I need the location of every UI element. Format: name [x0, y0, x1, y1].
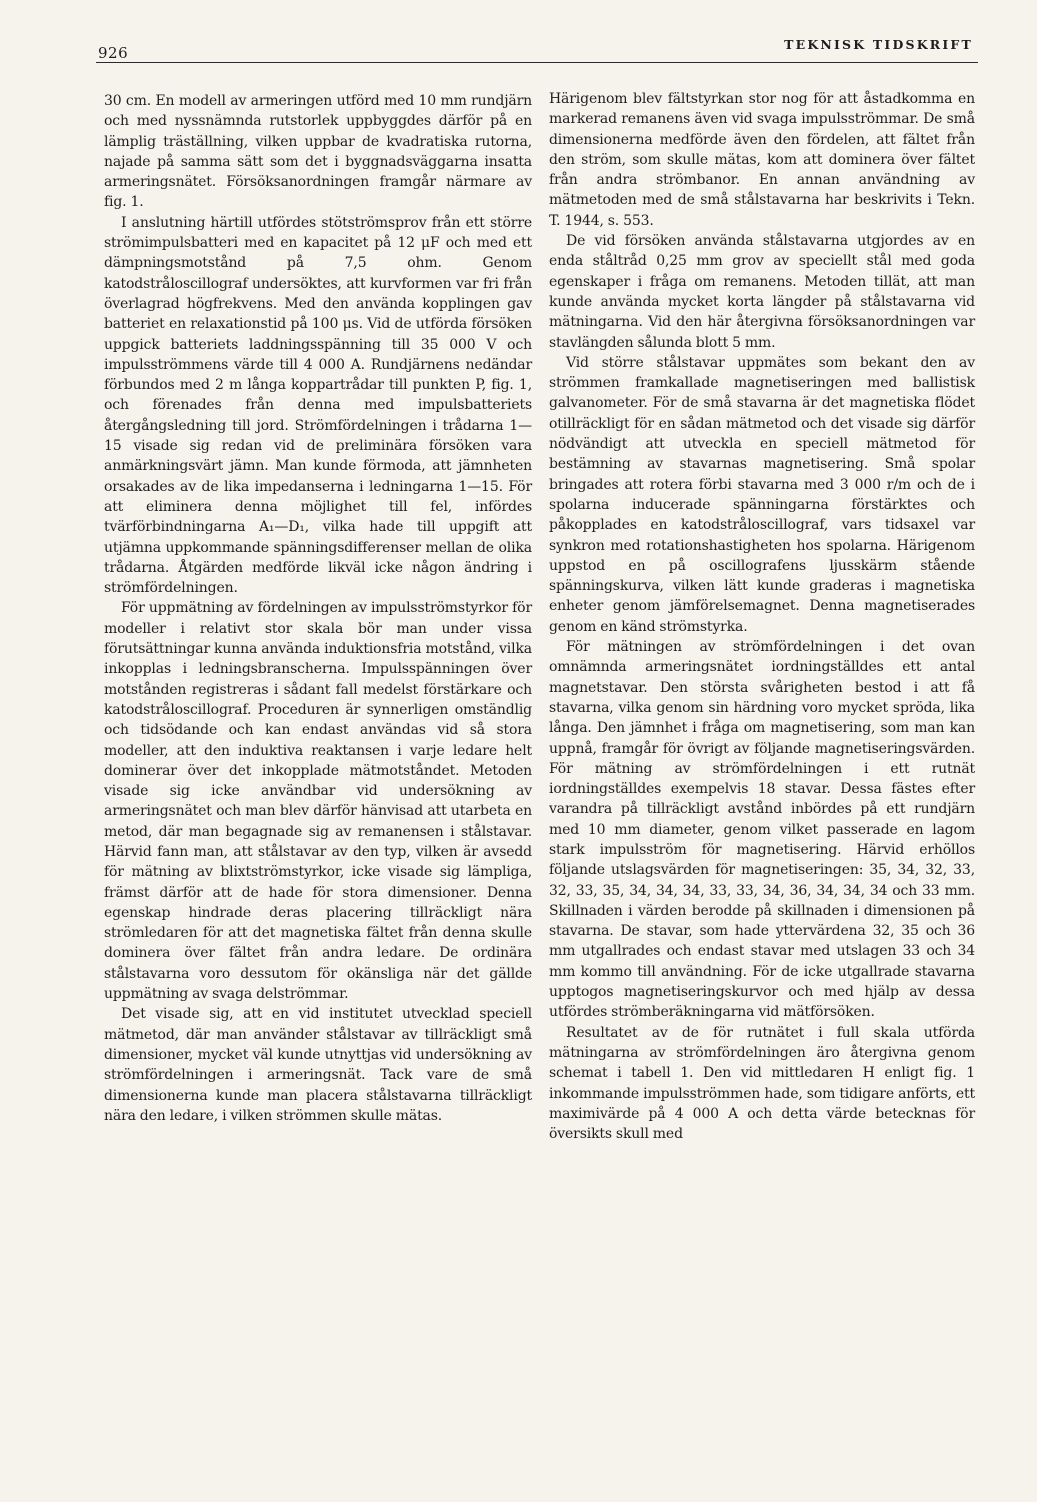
- journal-title: TEKNISK TIDSKRIFT: [784, 37, 973, 52]
- paragraph: 30 cm. En modell av armeringen utförd med 10 mm rundjärn och med nyssnämnda rutstorlek uppbyggdes därför på en lämplig träställning, vilken uppbar de kvadratiska rutorna, najade på samma sätt som det i byggnadsväggarna insatta armeringsnätet. Försöksanordningen framgår närmare av fig. 1.: [104, 93, 532, 211]
- paragraph: Vid större stålstavar uppmätes som bekant den av strömmen framkallade magnetiseringen med ballistisk galvanometer. För de små stavarna är det magnetiska flödet otillräckligt för en sådan mätmetod och det visade sig därför nödvändigt att utveckla en speciell mätmetod för bestämning av stavarnas magnetisering. Små spolar bringades att rotera förbi stavarna med 3 000 r/m och de i spolarna inducerade spänningarna förstärktes och påkopplades en katodstråloscillograf, vars tidsaxel var synkron med rotationshastigheten hos spolarna. Härigenom uppstod en på oscillografens ljusskärm stående spänningskurva, vilken lätt kunde graderas i magnetiska enheter genom jämförelsemagnet. Denna magnetiserades genom en känd strömstyrka.: [549, 354, 975, 635]
- paragraph: Härigenom blev fältstyrkan stor nog för att åstadkomma en markerad remanens även vid svaga impulsströmmar. De små dimensionerna medförde även den fördelen, att fältet från den ström, som skulle mätas, kom att dominera över fältet från andra strömbanor. En annan användning av mätmetoden med de små stålstavarna har beskrivits i Tekn. T. 1944, s. 553.: [549, 91, 975, 229]
- paragraph: Resultatet av de för rutnätet i full skala utförda mätningarna av strömfördelningen äro återgivna genom schemat i tabell 1. Den vid mittledaren H enligt fig. 1 inkommande impulsströmmen hade, som tidigare anförts, ett maximivärde på 4 000 A och detta värde betecknas för översikts skull med: [549, 1024, 975, 1143]
- page-number: 926: [98, 44, 129, 62]
- left-column: [104, 91, 532, 1126]
- header-rule: [96, 62, 978, 63]
- paragraph: För uppmätning av fördelningen av impulsströmstyrkor för modeller i relativt stor skala bör man under vissa förutsättningar kunna använda induktionsfria motstånd, vilka inkopplas i ledningsbranscherna. Impulsspänningen över motstånden registreras i sådant fall medelst förstärkare och katodstråloscillograf. Proceduren är synnerligen omständlig och tidsödande och kan endast användas vid så stora modeller, att den induktiva reaktansen i varje ledare helt dominerar över det inkopplade mätmotståndet. Metoden visade sig icke användbar vid undersökning av armeringsnätet och man blev därför hänvisad att utarbeta en metod, där man begagnade sig av remanensen i stålstavar. Härvid fann man, att stålstavar av den typ, vilken är avsedd för mätning av blixtströmstyrkor, icke visade sig lämpliga, främst därför att de hade för stora dimensioner. Denna egenskap hindrade deras placering tillräckligt nära strömledaren för att det magnetiska fältet från denna skulle dominera över fältet från andra ledare. De ordinära stålstavarna voro dessutom för okänsliga när det gällde uppmätning av svaga delströmmar.: [104, 600, 532, 1003]
- paragraph: Det visade sig, att en vid institutet utvecklad speciell mätmetod, där man använder stålstavar av tillräckligt små dimensioner, mycket väl kunde utnyttjas vid undersökning av strömfördelningen i armeringsnät. Tack vare de små dimensionerna kunde man placera stålstavarna tillräckligt nära den ledare, i vilken strömmen skulle mätas.: [104, 1006, 532, 1124]
- paragraph: För mätningen av strömfördelningen i det ovan omnämnda armeringsnätet iordningställdes ett antal magnetstavar. Den största svårigheten bestod i att få stavarna, vilka genom sin härdning voro mycket spröda, lika långa. Den jämnhet i fråga om magnetisering, som man kan uppnå, framgår för övrigt av följande magnetiseringsvärden. För mätning av strömfördelningen i ett rutnät iordningställdes exempelvis 18 stavar. Dessa fästes efter varandra på tillräckligt avstånd inbördes på ett rundjärn med 10 mm diameter, genom vilket passerade en lagom stark impulsström för magnetisering. Härvid erhöllos följande utslagsvärden för magnetiseringen: 35, 34, 32, 33, 32, 33, 35, 34, 34, 34, 33, 33, 34, 36, 34, 34, 34 och 33 mm. Skillnaden i värden berodde på skillnaden i dimensionen på stavarna. De stavar, som hade yttervärdena 32, 35 och 36 mm utgallrades och endast stavar med utslagen 33 och 34 mm kommo till användning. För de icke utgallrade stavarna upptogos magnetiseringskurvor och med hjälp av dessa utfördes strömberäkningarna vid mätförsöken.: [549, 639, 975, 1021]
- paragraph: De vid försöken använda stålstavarna utgjordes av en enda ståltråd 0,25 mm grov av speciellt stål med goda egenskaper i fråga om remanens. Metoden tillät, att man kunde använda mycket korta längder på stålstavarna vid mätningarna. Vid den här återgivna försöksanordningen var stavlängden sålunda blott 5 mm.: [549, 233, 975, 351]
- paragraph: I anslutning härtill utfördes stötströmsprov från ett större strömimpulsbatteri med en kapacitet på 12 μF och med ett dämpningsmotstånd på 7,5 ohm. Genom katodstråloscillograf undersöktes, att kurvformen var fri från överlagrad högfrekvens. Med den använda kopplingen gav batteriet en relaxationstid på 100 μs. Vid de utförda försöken uppgick batteriets laddningsspänning till 35 000 V och impulsströmmens värde till 4 000 A. Rundjärnens nedändar förbundos med 2 m långa koppartrådar till punkten P, fig. 1, och förenades från denna med impulsbatteriets återgångsledning till jord. Strömfördelningen i trådarna 1—15 visade sig redan vid de preliminära försöken vara anmärkningsvärt jämn. Man kunde förmoda, att jämnheten orsakades av de lika impedanserna i ledningarna 1—15. För att eliminera denna möjlighet till fel, infördes tvärförbindningarna A₁—D₁, vilka hade till uppgift att utjämna uppkommande spänningsdifferenser mellan de olika trådarna. Åtgärden medförde likväl icke någon ändring i strömfördelningen.: [104, 214, 532, 597]
- right-column: [549, 89, 975, 1144]
